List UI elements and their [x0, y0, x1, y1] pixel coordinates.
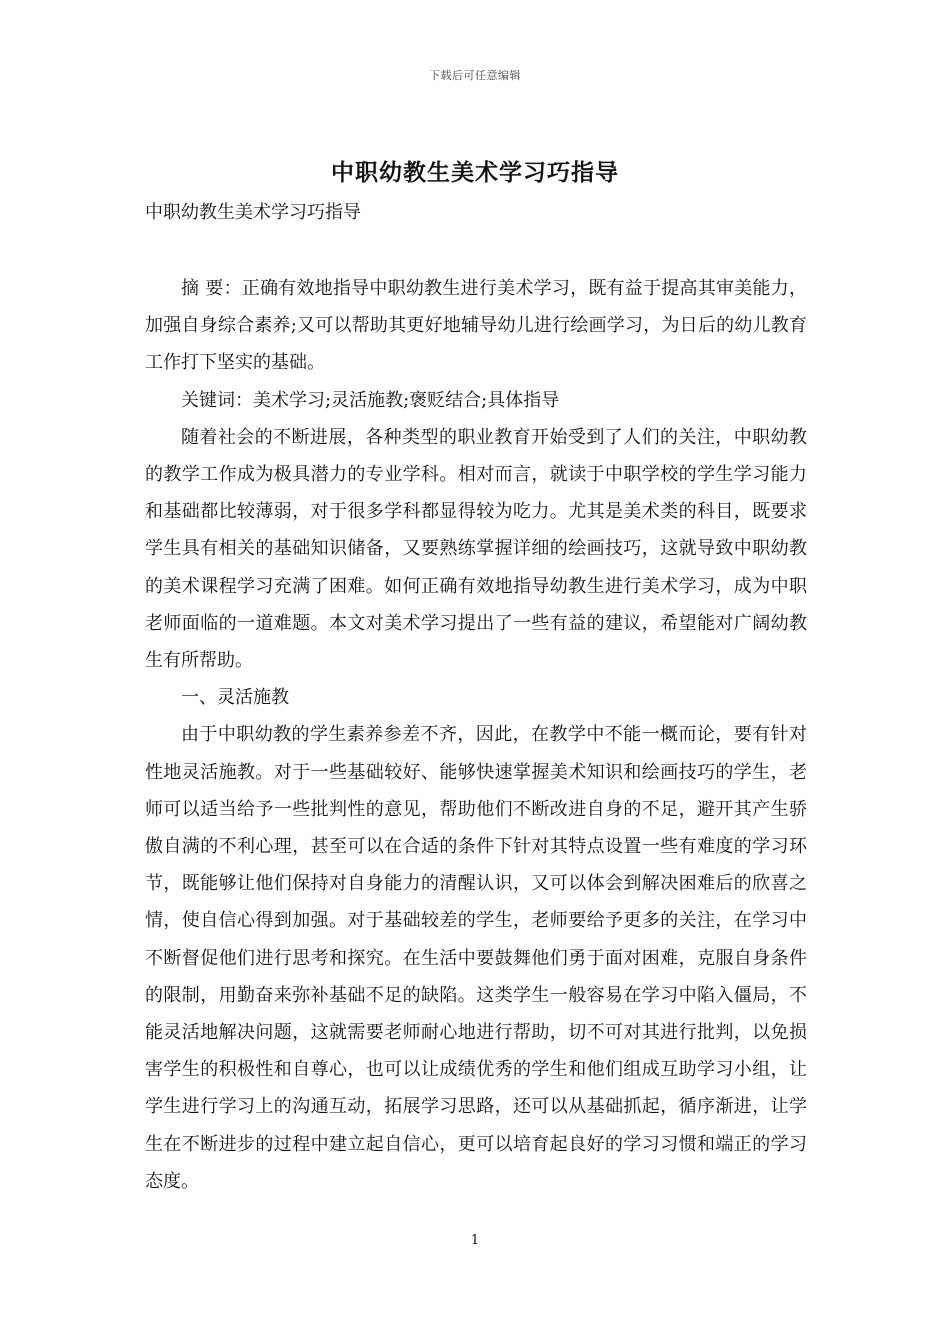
document-body [145, 270, 807, 1200]
page-number: 1 [470, 1233, 480, 1248]
section-heading: 一、灵活施教 [181, 687, 289, 709]
header-note: 下载后可任意编辑 [429, 69, 521, 82]
keywords-paragraph: 关键词：美术学习;灵活施教;褒贬结合;具体指导 [181, 389, 560, 411]
intro-paragraph: 随着社会的不断进展，各种类型的职业教育开始受到了人们的关注，中职幼教的教学工作成为极具潜力的专业学科。相对而言，就读于中职学校的学生学习能力和基础都比较薄弱，对于很多学科都显得较为吃力。尤其是美术类的科目，既要求学生具有相关的基础知识储备，又要熟练掌握详细的绘画技巧，这就导致中职幼教的美术课程学习充满了困难。如何正确有效地指导幼教生进行美术学习，成为中职老师面临的一道难题。本文对美术学习提出了一些有益的建议，希望能对广阔幼教生有所帮助。 [145, 426, 807, 672]
document-title: 中职幼教生美术学习巧指导 [331, 159, 619, 186]
document-subtitle: 中职幼教生美术学习巧指导 [145, 202, 361, 223]
section-paragraph: 由于中职幼教的学生素养参差不齐，因此，在教学中不能一概而论，要有针对性地灵活施教。对于一些基础较好、能够快速掌握美术知识和绘画技巧的学生，老师可以适当给予一些批判性的意见，帮助他们不断改进自身的不足，避开其产生骄傲自满的不利心理，甚至可以在合适的条件下针对其特点设置一些有难度的学习环节，既能够让他们保持对自身能力的清醒认识，又可以体会到解决困难后的欣喜之情，使自信心得到加强。对于基础较差的学生，老师要给予更多的关注，在学习中不断督促他们进行思考和探究。在生活中要鼓舞他们勇于面对困难，克服自身条件的限制，用勤奋来弥补基础不足的缺陷。这类学生一般容易在学习中陷入僵局，不能灵活地解决问题，这就需要老师耐心地进行帮助，切不可对其进行批判，以免损害学生的积极性和自尊心，也可以让成绩优秀的学生和他们组成互助学习小组，让学生进行学习上的沟通互动，拓展学习思路，还可以从基础抓起，循序渐进，让学生在不断进步的过程中建立起自信心，更可以培育起良好的学习习惯和端正的学习态度。 [145, 724, 807, 1192]
abstract-paragraph: 摘 要：正确有效地指导中职幼教生进行美术学习，既有益于提高其审美能力，加强自身综合素养;又可以帮助其更好地辅导幼儿进行绘画学习，为日后的幼儿教育工作打下坚实的基础。 [145, 278, 807, 374]
